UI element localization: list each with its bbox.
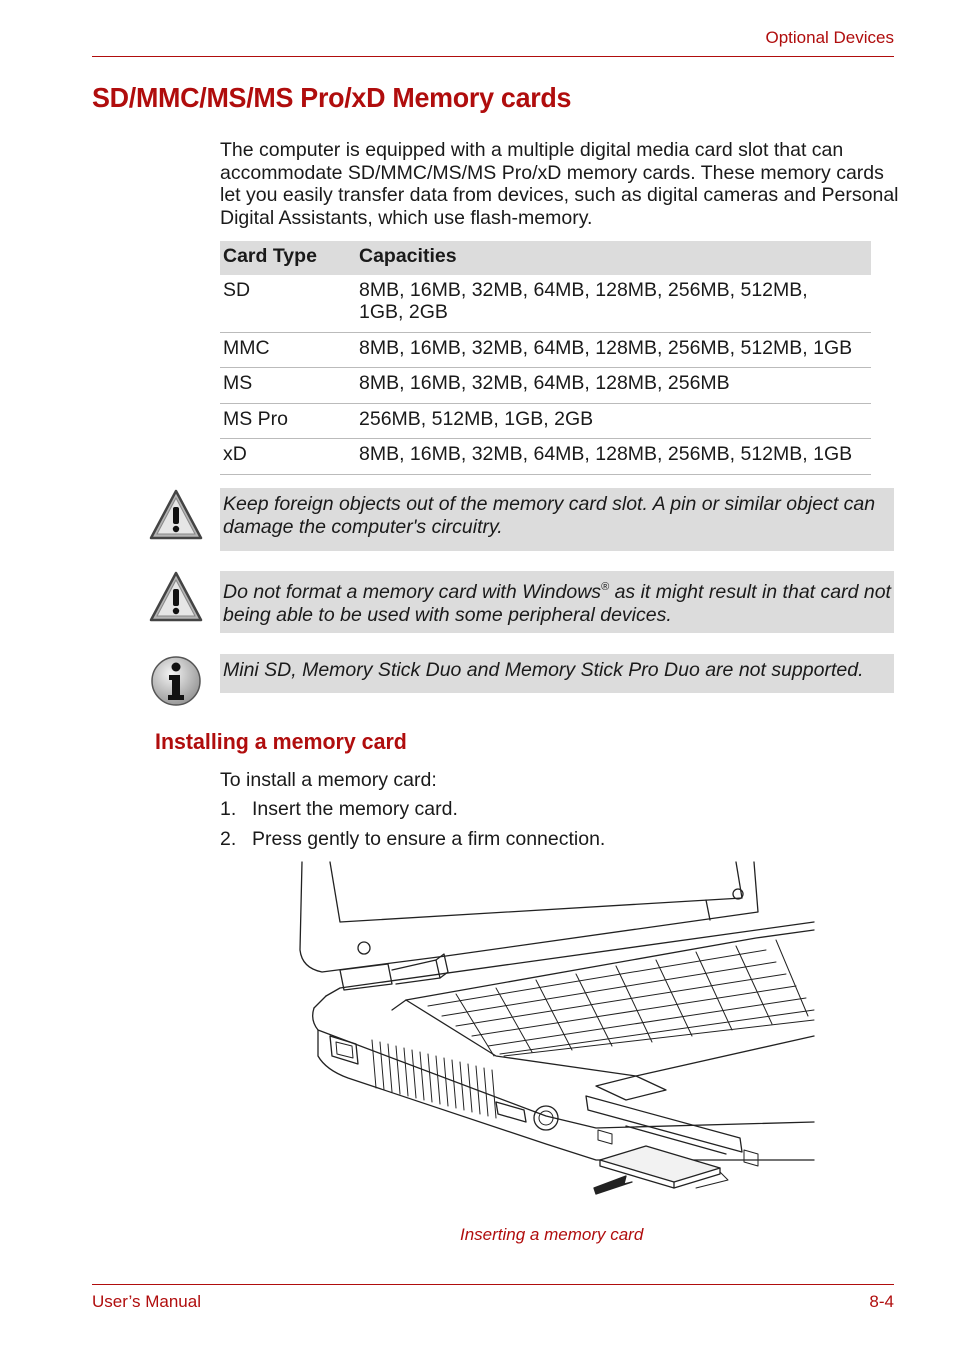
- step-text: Insert the memory card.: [252, 798, 458, 820]
- card-type-cell: xD: [220, 439, 356, 475]
- note-text: as it might result in that card not being able to be used with some peripheral devices.: [223, 581, 891, 626]
- capacities-cell: 8MB, 16MB, 32MB, 64MB, 128MB, 256MB, 512MB, 1GB: [356, 439, 871, 475]
- column-header-card-type: Card Type: [220, 241, 356, 275]
- step-number: 2.: [220, 828, 237, 850]
- section-heading: Installing a memory card: [155, 729, 407, 754]
- note-foreign-objects: Keep foreign objects out of the memory card slot. A pin or similar object can damage the computer's circuitry.: [220, 488, 894, 551]
- capacities-cell: 8MB, 16MB, 32MB, 64MB, 128MB, 256MB, 512MB, 1GB, 2GB: [356, 275, 871, 333]
- card-type-cell: MS: [220, 368, 356, 404]
- footer-manual-title: User’s Manual: [92, 1292, 201, 1311]
- intro-paragraph: The computer is equipped with a multiple digital media card slot that can accommodate SD/MMC/MS/MS Pro/xD memory cards. These memory cards let you easily transfer data from devices, such as digital cameras and Personal Digital Assistants, which use flash-memory.: [220, 139, 899, 230]
- step-text: Press gently to ensure a firm connection.: [252, 828, 606, 850]
- note-unsupported-cards: Mini SD, Memory Stick Duo and Memory Stick Pro Duo are not supported.: [220, 654, 894, 693]
- capacities-cell: 256MB, 512MB, 1GB, 2GB: [356, 403, 871, 439]
- card-type-cell: MMC: [220, 332, 356, 368]
- capacities-cell: 8MB, 16MB, 32MB, 64MB, 128MB, 256MB, 512MB, 1GB: [356, 332, 871, 368]
- header-section-label: Optional Devices: [765, 28, 894, 47]
- footer-rule: [92, 1284, 894, 1285]
- table-row: [220, 368, 871, 404]
- page-title: SD/MMC/MS/MS Pro/xD Memory cards: [92, 82, 572, 113]
- warning-icon: [148, 488, 204, 544]
- page-number: 8-4: [869, 1292, 894, 1311]
- table-row: [220, 332, 871, 368]
- note-format-warning: [220, 571, 894, 633]
- figure-caption: Inserting a memory card: [460, 1225, 644, 1244]
- step-number: 1.: [220, 798, 237, 820]
- table-row: [220, 275, 871, 333]
- table-header-row: [220, 241, 871, 275]
- table-row: [220, 403, 871, 439]
- note-text: Do not format a memory card with Windows: [223, 581, 602, 603]
- table-row: [220, 439, 871, 475]
- header-rule: [92, 56, 894, 57]
- card-type-cell: SD: [220, 275, 356, 333]
- registered-mark: ®: [601, 581, 610, 593]
- install-lead: To install a memory card:: [220, 769, 437, 791]
- card-type-cell: MS Pro: [220, 403, 356, 439]
- card-capacity-table: [220, 241, 871, 475]
- column-header-capacities: Capacities: [356, 241, 871, 275]
- laptop-memory-card-illustration: [296, 860, 816, 1196]
- warning-icon: [148, 570, 204, 626]
- info-icon: [148, 652, 204, 708]
- capacities-cell: 8MB, 16MB, 32MB, 64MB, 128MB, 256MB: [356, 368, 871, 404]
